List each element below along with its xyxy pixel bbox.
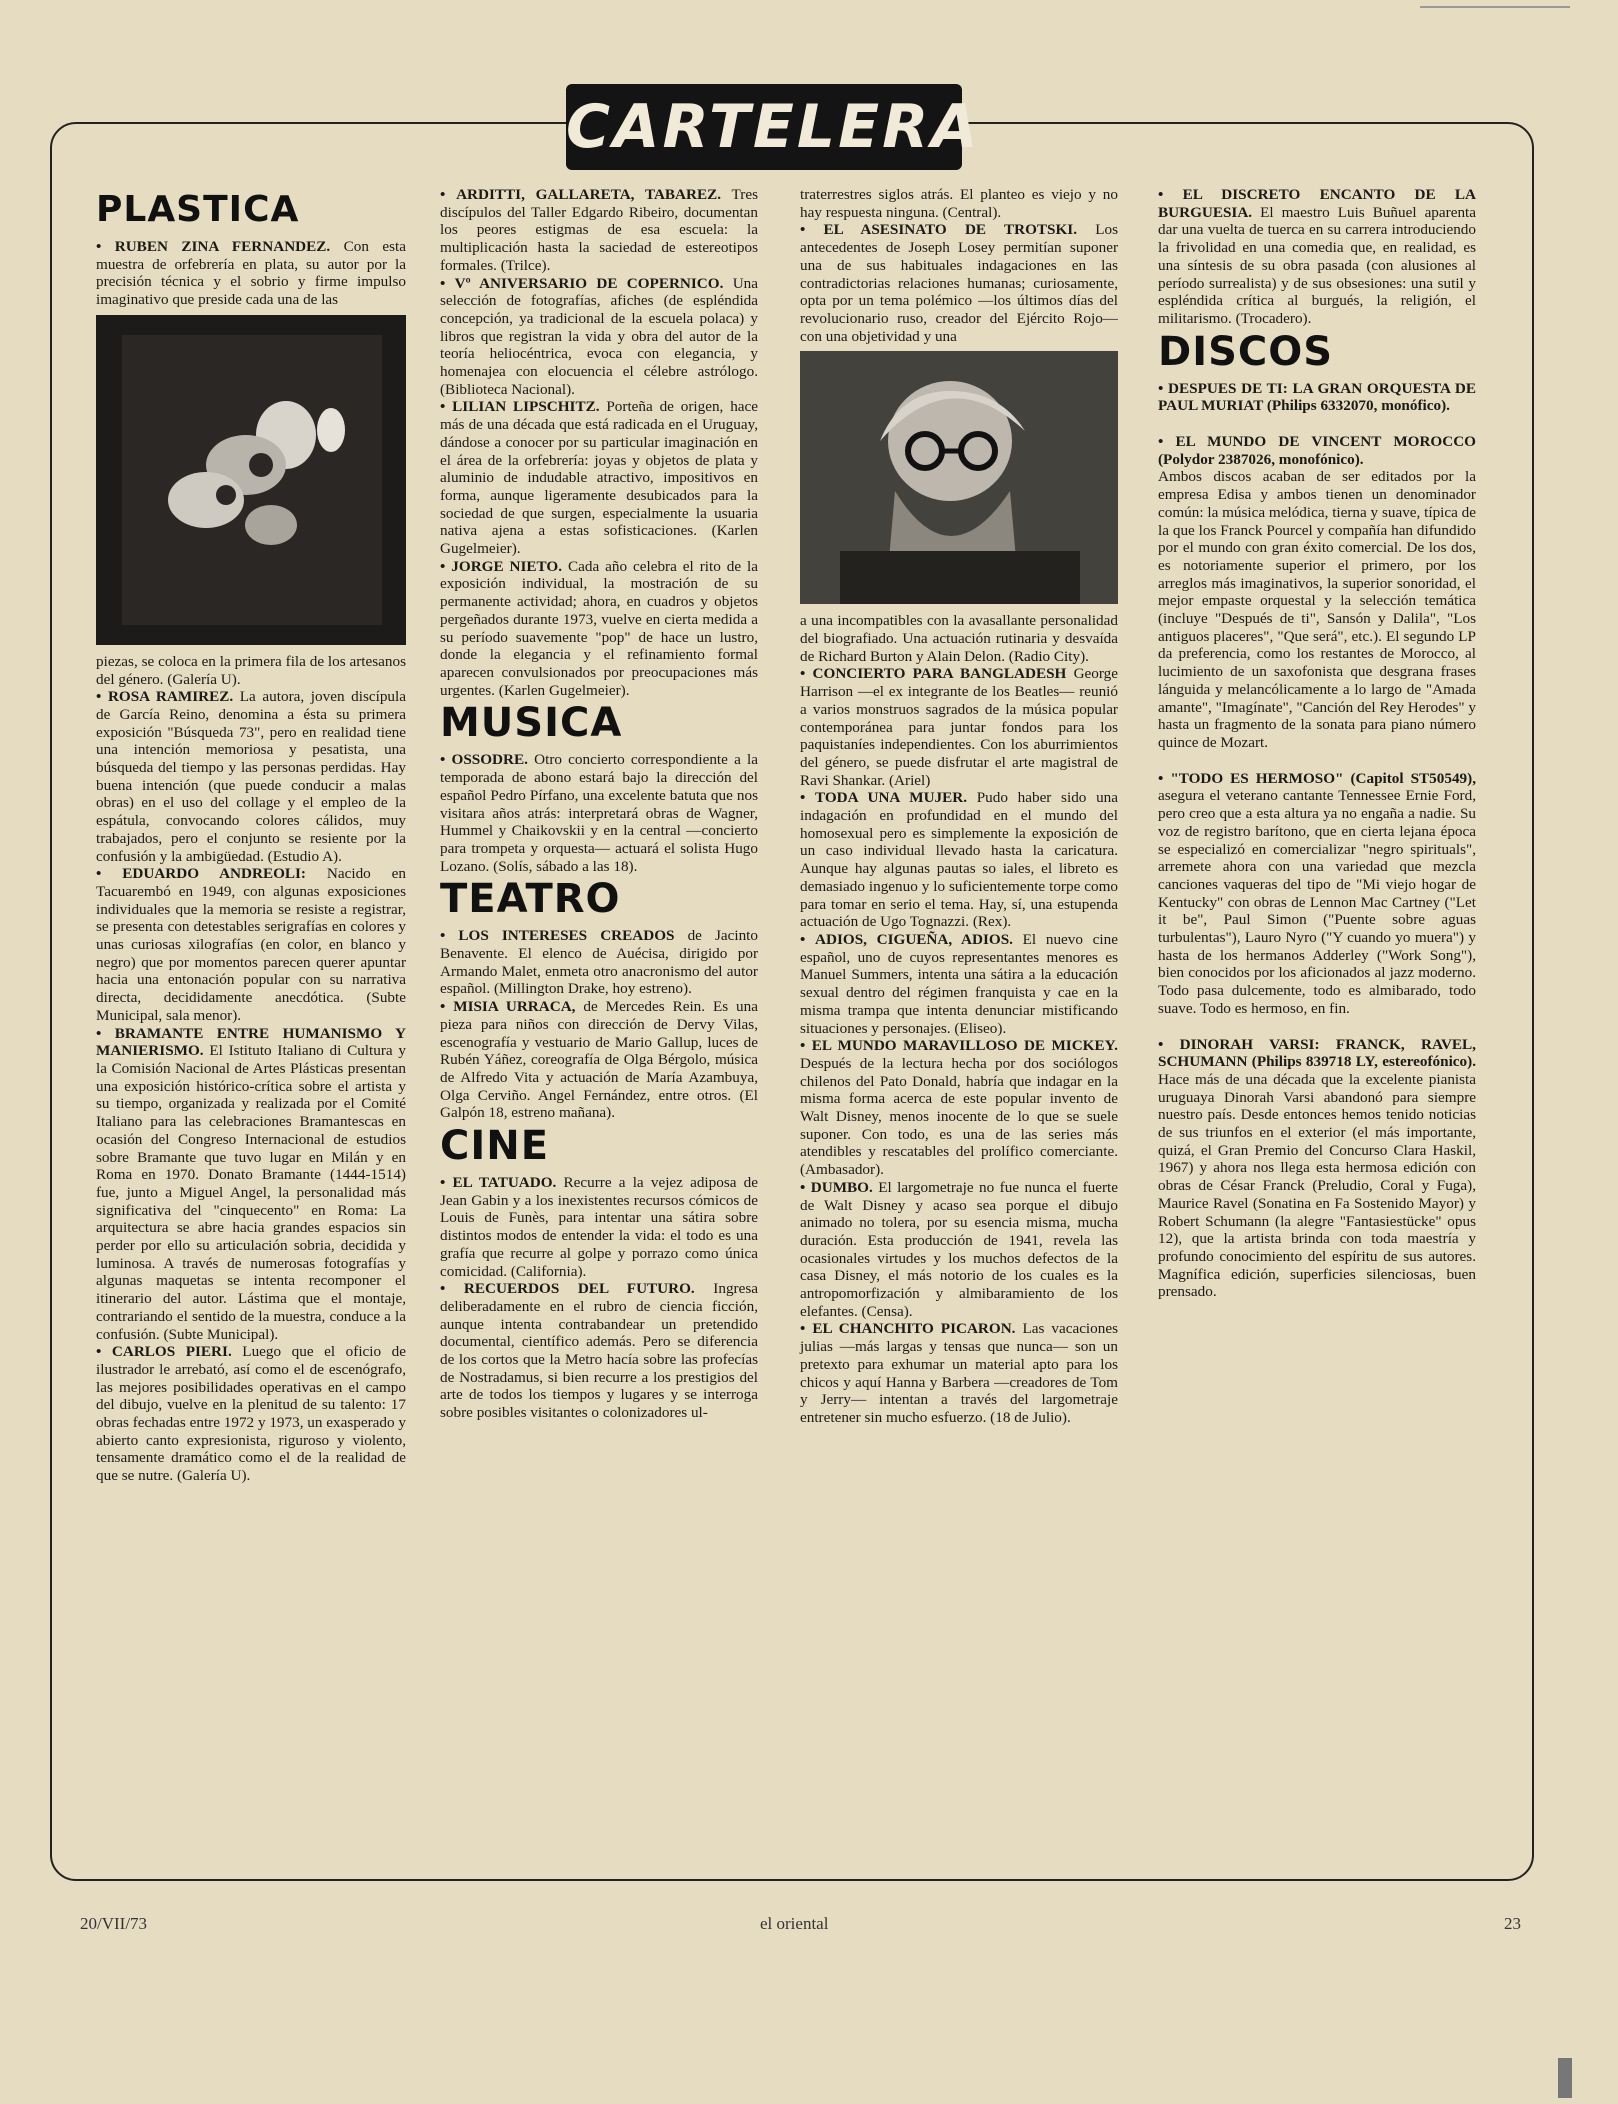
review-continuation: traterrestres siglos atrás. El planteo es viejo y no hay respuesta ninguna. (Central). <box>800 186 1118 221</box>
section-plastica-heading: PLASTICA <box>96 189 300 230</box>
page-title: CARTELERA <box>566 92 981 162</box>
review-item: • LILIAN LIPSCHITZ. Porteña de origen, hace más de una década que está radicada en el Uruguay, dándose a conocer por su particular imaginación en el área de la orfebrería: joyas y objetos de plata y aluminio de indudable atractivo, impositivos en forma, aunque ligeramente desubicados para la sociedad de que surgen, especialmente la usuaria nativa ajena a estas sofisticaciones. (Karlen Gugelmeier). <box>440 398 758 557</box>
review-continuation: Ambos discos acaban de ser editados por la empresa Edisa y ambos tienen un denominador común: la música melódica, tierna y suave, típica de la que los Franck Pourcel y compañía han difundido por el mundo con gran éxito comercial. De los dos, es notoriamente superior el primero, por los arreglos más imaginativos, la superior sonoridad, el mejor empaste orquestal y la selección temática (incluye "Después de ti", Sansón y Dalila", "Los antiguos placeres", "Que será", etc.). El segundo LP da preferencia, como los restantes de Morocco, al lucimiento de un saxofonista que desgrana frases lánguida y melancólicamente a lo largo de "Amada amante", "Imagínate", "Canción del Rey Herodes" y hasta un fragmento de la sonata para piano número quince de Mozart. <box>1158 468 1476 751</box>
jewelry-photo <box>96 315 406 645</box>
column-4 <box>1158 186 1476 1301</box>
top-edge-rule <box>1420 6 1570 8</box>
review-item: • EDUARDO ANDREOLI: Nacido en Tacuarembó en 1949, con algunas exposiciones individuales que la memoria se resiste a registrar, se presenta con detestables serigrafías en colores y unas curiosas xilografías (en color, en blanco y negro) que por momentos parecen querer apuntar hacia una entonación popular con su narrativa directa, decididamente anecdótica. (Subte Municipal, sala menor). <box>96 865 406 1024</box>
column-1 <box>96 186 406 1485</box>
review-item: • EL MUNDO MARAVILLOSO DE MICKEY. Después de la lectura hecha por dos sociólogos chilenos del Pato Donald, habría que indagar en la misma forma acerca de este popular invento de Walt Disney, menos inocente de lo que se suele suponer. Con todo, es una de las series más atendibles y rescatables del prolífico comerciante. (Ambasador). <box>800 1037 1118 1179</box>
jewelry-photo-image <box>96 315 406 645</box>
review-item: • CARLOS PIERI. Luego que el oficio de ilustrador le arrebató, así como el de escenógrafo, las mejores posibilidades operativas en el campo del dibujo, vuelve en la plenitud de su talento: 17 obras fechadas entre 1972 y 1973, un exasperado y abierto canto expresionista, riguroso y violento, tensamente dramático como el de la realidad de que se nutre. (Galería U). <box>96 1343 406 1485</box>
review-item: • OSSODRE. Otro concierto correspondiente a la temporada de abono estará bajo la dirección del español Pedro Pírfano, una excelente batuta que nos visitara años atrás: interpretará obras de Wagner, Hummel y Chaikovskii y en la central —concierto para trompeta y orquesta— actuará el solista Hugo Lozano. (Solís, sábado a las 18). <box>440 751 758 875</box>
portrait-photo-image <box>800 351 1118 604</box>
review-item: • RUBEN ZINA FERNANDEZ. Con esta muestra de orfebrería en plata, su autor por la precisión técnica y el sobrio y firme impulso imaginativo que preside cada una de las <box>96 238 406 309</box>
footer-publication: el oriental <box>760 1914 829 1933</box>
review-item: • EL MUNDO DE VINCENT MOROCCO (Polydor 2387026, monofónico). <box>1158 433 1476 468</box>
section-teatro-heading: TEATRO <box>440 876 621 923</box>
review-item: • BRAMANTE ENTRE HUMANISMO Y MANIERISMO. El Istituto Italiano di Cultura y la Comisión Nacional de Artes Plásticas presentan una exposición histórico-crítica sobre el artista y su tiempo, organizada y realizada por el Comité Italiano para las celebraciones Bramantescas en ocasión del Congreso Internacional de estudios sobre Bramante que tuvo lugar en Milán y en Roma en 1970. Donato Bramante (1444-1514) fue, junto a Miguel Angel, la personalidad más significativa del "cinquecento" en Roma: La arquitectura se abre hacia grandes espacios sin perder por ello su articulación sobria, decidida y luminosa. A través de numerosas fotografías y algunas maquetas se intenta recomponer el itinerario del autor. Lástima que el montaje, contrariando el sentido de la muestra, conduce a la confusión. (Subte Municipal). <box>96 1025 406 1344</box>
review-item: • CONCIERTO PARA BANGLADESH George Harrison —el ex integrante de los Beatles— reunió a varios monstruos sagrados de la música popular contemporánea para juntar fondos para los paquistaníes independientes. Con los aburrimientos del género, se puede disfrutar el arte magistral de Ravi Shankar. (Ariel) <box>800 665 1118 789</box>
review-continuation: piezas, se coloca en la primera fila de los artesanos del género. (Galería U). <box>96 652 406 688</box>
edge-mark <box>1558 2058 1572 2098</box>
review-item: • JORGE NIETO. Cada año celebra el rito de la exposición individual, la mostración de su permanente actividad; ahora, en cuadros y objetos pergeñados durante 1973, vuelve en cierta medida a su período suavemente "pop" de hace un lustro, donde la elegancia y el refinamiento formal aparecen convulsionados por preocupaciones más urgentes. (Karlen Gugelmeier). <box>440 558 758 700</box>
section-discos-heading: DISCOS <box>1158 328 1334 375</box>
review-item: • Vº ANIVERSARIO DE COPERNICO. Una selección de fotografías, afiches (de espléndida concepción, ya tradicional de la escuela polaca) y libros que registran la vida y obra del autor de la teoría heliocéntrica, evoca con elegancia, y homenajea con elocuencia el célebre astrólogo. (Biblioteca Nacional). <box>440 275 758 399</box>
review-item: • DUMBO. El largometraje no fue nunca el fuerte de Walt Disney y acaso sea porque el dibujo animado no tolera, por su esencia misma, mucha duración. Esta producción de 1941, revela las ocasionales virtudes y los muchos defectos de la casa Disney, el más notorio de los cuales es la antropomorfización y almibaramiento de los elefantes. (Censa). <box>800 1179 1118 1321</box>
review-item: • DINORAH VARSI: FRANCK, RAVEL, SCHUMANN (Philips 839718 LY, estereofónico). Hace más de una década que la excelente pianista uruguaya Dinorah Varsi abandonó para siempre nuestro país. Desde entonces hemos tenido noticias de sus triunfos en el exterior (el más importante, quizá, el Gran Premio del Concurso Clara Haskil, 1967) y ahora nos llega esta hermosa edición con obras de César Franck (Preludio, Coral y Fuga), Maurice Ravel (Sonatina en Fa Sostenido Mayor) y Robert Schumann (la alegre "Fantasiestücke" opus 12), que la artista brinda con toda maestría y profundo conocimiento del espíritu de sus autores. Magnífica edición, superficies silenciosas, buen prensado. <box>1158 1036 1476 1302</box>
review-item: • TODA UNA MUJER. Pudo haber sido una indagación en profundidad en el mundo del homosexual pero es simplemente la exposición de un caso individual llevado hasta la caricatura. Aunque hay algunas pautas so iales, el libreto es demasiado ingenuo y lo suficientemente torpe como para tomar en serio el tema. Hay, sí, una estupenda actuación de Ugo Tognazzi. (Rex). <box>800 789 1118 931</box>
spacer <box>1158 415 1476 433</box>
spacer <box>1158 752 1476 770</box>
review-item: • DESPUES DE TI: LA GRAN ORQUESTA DE PAUL MURIAT (Philips 6332070, monófico). <box>1158 380 1476 415</box>
section-cine-heading: CINE <box>440 1123 550 1170</box>
review-item: • ARDITTI, GALLARETA, TABAREZ. Tres discípulos del Taller Edgardo Ribeiro, documentan los peores estigmas de esa escuela: la multiplicación hasta la saciedad de estereotipos formales. (Trilce). <box>440 186 758 275</box>
column-2 <box>440 186 758 1422</box>
portrait-photo <box>800 351 1118 604</box>
review-item: • ROSA RAMIREZ. La autora, joven discípula de García Reino, denomina a ésta su primera exposición "Búsqueda 73", pero en realidad tiene una intención memoriosa y pesatista, una búsqueda del tiempo y las personas perdidas. Hay buena intención (que puede conducir a malas obras) en el uso del collage y el empleo de la espátula, convocando colores cálidos, muy trabajados, pero el conjunto se resiente por la confusión y la ambigüedad. (Estudio A). <box>96 688 406 865</box>
review-continuation: a una incompatibles con la avasallante personalidad del biografiado. Una actuación rutinaria y desvaída de Richard Burton y Alain Delon. (Radio City). <box>800 612 1118 665</box>
review-item: • MISIA URRACA, de Mercedes Rein. Es una pieza para niños con dirección de Dervy Vilas, escenografía y vestuario de Mario Gallup, luces de Rubén Yáñez, coreografía de Olga Bérgolo, música de Alfredo Vita y actuación de María Azambuya, Olga Cerviño. Angel Fernández, entre otros. (El Galpón 18, estreno mañana). <box>440 998 758 1122</box>
column-3 <box>800 186 1118 1427</box>
review-item: • EL CHANCHITO PICARON. Las vacaciones julias —más largas y tensas que nunca— son un pretexto para exhumar un material apto para los chicos y aquí Hanna y Barbera —creadores de Tom y Jerry— intentan a través del largometraje entretener sin mucho esfuerzo. (18 de Julio). <box>800 1320 1118 1426</box>
review-item: • LOS INTERESES CREADOS de Jacinto Benavente. El elenco de Auécisa, dirigido por Armando Malet, enmeta otro anacronismo del autor español. (Millington Drake, hoy estreno). <box>440 927 758 998</box>
footer-page-number: 23 <box>1504 1914 1521 1933</box>
section-musica-heading: MUSICA <box>440 700 623 747</box>
review-item: • RECUERDOS DEL FUTURO. Ingresa deliberadamente en el rubro de ciencia ficción, aunque intenta contrabandear un pretendido documental, científico además. Pero se diferencia de los cortos que la Metro hacía sobre las profecías de Nostradamus, si bien recurre a los prestigios del arte de todos los tiempos y lugares y se interroga sobre posibles visitantes o colonizadores ul- <box>440 1280 758 1422</box>
footer-date: 20/VII/73 <box>80 1914 148 1933</box>
spacer <box>1158 1018 1476 1036</box>
review-item: • "TODO ES HERMOSO" (Capitol ST50549), asegura el veterano cantante Tennessee Ernie Ford, pero creo que a esta altura ya no engaña a nadie. Su voz de registro barítono, que en cierta lejana época se especializó en comercializar "negro spirituals", arremete ahora con una variedad que mezcla canciones vaqueras del tipo de "Mi viejo hogar de Kentucky" con obras de Lennon Mac Cartney ("Let it be", Paul Simon ("Puente sobre aguas turbulentas"), Lauro Nyro ("Y cuando yo muera") y hasta de los hermanos Adderley ("Work Song"), bien conocidos por los aficionados al jazz moderno. Todo pasa dulcemente, todo es almibarado, todo suave. Todo es hermoso, en fin. <box>1158 770 1476 1018</box>
cartelera-banner <box>566 84 981 170</box>
review-item: • EL DISCRETO ENCANTO DE LA BURGUESIA. El maestro Luis Buñuel aparenta dar una vuelta de tuerca en su carrera introduciendo la frivolidad en una comedia que, en realidad, es una síntesis de su obra pasada (con alusiones al período surrealista) y de sus obsesiones: una sutil y espléndida crítica al burgués, la religión, el militarismo. (Trocadero). <box>1158 186 1476 328</box>
review-item: • EL TATUADO. Recurre a la vejez adiposa de Jean Gabin y a los inexistentes recursos cómicos de Louis de Funès, para intentar una sátira sobre distintos modos de entender la vida: el todo es una grafía que recurre al golpe y porrazo como única comicidad. (California). <box>440 1174 758 1280</box>
review-item: • EL ASESINATO DE TROTSKI. Los antecedentes de Joseph Losey permitían suponer una de sus habituales indagaciones en las contradictorias relaciones humanas; curiosamente, opta por un tema polémico —los últimos días del revolucionario ruso, creador del Ejército Rojo— con una objetividad y una <box>800 221 1118 345</box>
review-item: • ADIOS, CIGUEÑA, ADIOS. El nuevo cine español, uno de cuyos representantes menores es Manuel Summers, intenta una sátira a la educación sexual dentro del régimen franquista y cae en la misma trampa que intenta denunciar mistificando situaciones y personajes. (Eliseo). <box>800 931 1118 1037</box>
